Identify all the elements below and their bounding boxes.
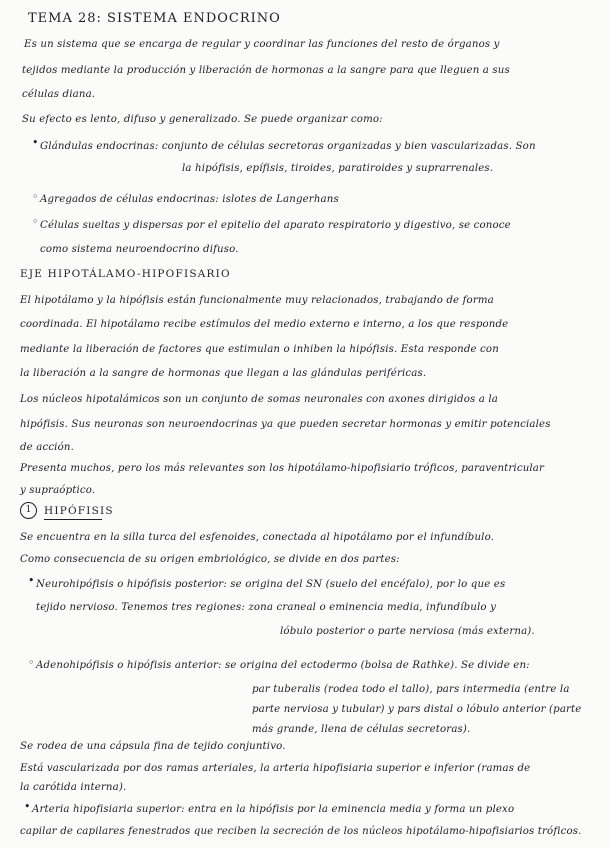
text-line: Presenta muchos, pero los más relevantes son los hipotálamo-hipofisiario tróficos, paraventricular bbox=[20, 463, 545, 474]
text-line: El hipotálamo y la hipófisis están funcionalmente muy relacionados, trabajando de forma bbox=[20, 295, 494, 306]
text-line: Como consecuencia de su origen embriológico, se divide en dos partes: bbox=[20, 554, 400, 565]
section-heading: HIPÓFISIS bbox=[44, 505, 114, 517]
text-line: mediante la liberación de factores que estimulan o inhiben la hipófisis. Esta responde con bbox=[20, 344, 499, 355]
text-line: la liberación a la sangre de hormonas que llegan a las glándulas periféricas. bbox=[20, 368, 427, 379]
text-line: Glándulas endocrinas: conjunto de células secretoras organizadas y bien vascularizadas. Son bbox=[40, 141, 536, 152]
text-line: Células sueltas y dispersas por el epitelio del aparato respiratorio y digestivo, se conoce bbox=[40, 220, 511, 231]
text-line: Agregados de células endocrinas: islotes de Langerhans bbox=[40, 194, 339, 205]
text-line: Su efecto es lento, difuso y generalizado. Se puede organizar como: bbox=[22, 114, 383, 125]
text-line: Arteria hipofisiaria superior: entra en la hipófisis por la eminencia media y forma un plexo bbox=[32, 804, 515, 815]
text-line: Se encuentra en la silla turca del esfenoides, conectada al hipotálamo por el infundíbulo. bbox=[20, 532, 495, 543]
text-line: más grande, llena de células secretoras). bbox=[252, 724, 471, 735]
bullet-icon: ◦ bbox=[32, 190, 39, 203]
text-line: y supraóptico. bbox=[20, 485, 96, 496]
section-number-badge: 1 bbox=[20, 502, 37, 519]
bullet-icon: ◦ bbox=[28, 656, 35, 669]
text-line: hipófisis. Sus neuronas son neuroendocrinas ya que pueden secretar hormonas y emitir potenciales bbox=[20, 419, 551, 430]
text-line: Adenohipófisis o hipófisis anterior: se origina del ectodermo (bolsa de Rathke). Se divide en: bbox=[36, 660, 530, 671]
text-line: lóbulo posterior o parte nerviosa (más externa). bbox=[280, 626, 535, 637]
bullet-icon: • bbox=[28, 574, 35, 587]
text-line: Es un sistema que se encarga de regular y coordinar las funciones del resto de órganos y bbox=[24, 39, 500, 50]
text-line: tejido nervioso. Tenemos tres regiones: zona craneal o eminencia media, infundíbulo y bbox=[36, 602, 496, 613]
text-line: de acción. bbox=[20, 442, 74, 453]
section-heading: EJE HIPOTÁLAMO-HIPOFISARIO bbox=[20, 268, 231, 280]
text-line: células diana. bbox=[22, 89, 96, 100]
text-line: la hipófisis, epífisis, tiroides, paratiroides y suprarrenales. bbox=[182, 163, 494, 174]
text-line: tejidos mediante la producción y liberación de hormonas a la sangre para que lleguen a sus bbox=[22, 65, 510, 76]
text-line: Se rodea de una cápsula fina de tejido conjuntivo. bbox=[20, 741, 286, 752]
bullet-icon: • bbox=[24, 800, 31, 813]
text-line: Los núcleos hipotalámicos son un conjunto de somas neuronales con axones dirigidos a la bbox=[20, 394, 498, 405]
page-title: TEMA 28: SISTEMA ENDOCRINO bbox=[28, 11, 281, 26]
heading-underline bbox=[44, 519, 102, 520]
bullet-icon: ◦ bbox=[32, 215, 39, 228]
text-line: capilar de capilares fenestrados que reciben la secreción de los núcleos hipotálamo-hipofisiarios tróficos. bbox=[20, 826, 582, 837]
text-line: la carótida interna). bbox=[20, 782, 127, 793]
bullet-icon: • bbox=[32, 136, 39, 149]
text-line: par tuberalis (rodea todo el tallo), pars intermedia (entre la bbox=[252, 684, 570, 695]
text-line: parte nerviosa y tubular) y pars distal o lóbulo anterior (parte bbox=[252, 704, 582, 715]
text-line: coordinada. El hipotálamo recibe estímulos del medio externo e interno, a los que responde bbox=[20, 319, 509, 330]
text-line: como sistema neuroendocrino difuso. bbox=[40, 244, 239, 255]
text-line: Está vascularizada por dos ramas arteriales, la arteria hipofisiaria superior e inferior (ramas de bbox=[20, 763, 531, 774]
text-line: Neurohipófisis o hipófisis posterior: se origina del SN (suelo del encéfalo), por lo que es bbox=[36, 579, 506, 590]
